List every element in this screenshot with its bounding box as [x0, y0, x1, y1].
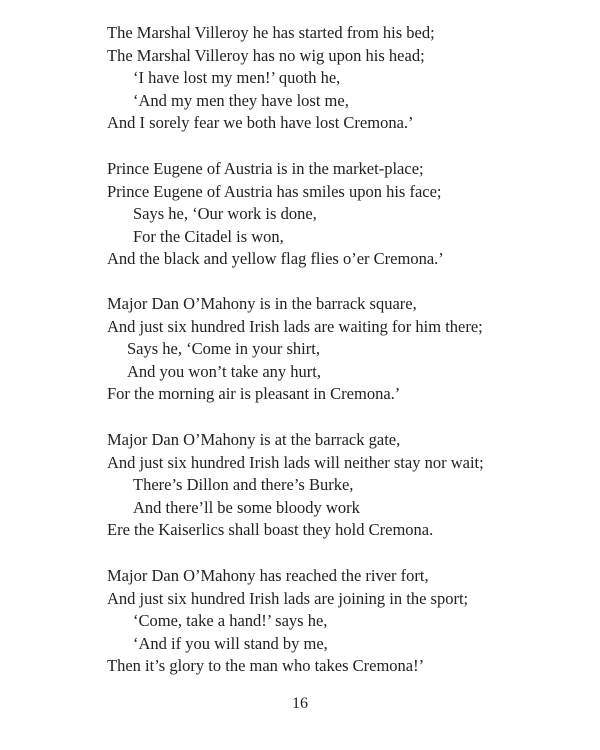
poem-line: The Marshal Villeroy he has started from his bed;	[107, 23, 435, 42]
poem-line: Ere the Kaiserlics shall boast they hold Cremona.	[107, 520, 434, 540]
poem-line: Major Dan O’Mahony is at the barrack gate,	[107, 430, 401, 449]
poem-line: Says he, ‘Come in your shirt,	[127, 339, 320, 359]
page-number: 16	[292, 695, 308, 712]
poem-line: Says he, ‘Our work is done,	[133, 204, 317, 224]
poem-line: For the morning air is pleasant in Cremona.’	[107, 384, 401, 404]
poem-line: And the black and yellow flag flies o’er Cremona.’	[107, 249, 444, 269]
poem-line: The Marshal Villeroy has no wig upon his head;	[107, 45, 425, 65]
poem-line: And I sorely fear we both have lost Cremona.’	[107, 113, 414, 133]
poem-line: And there’ll be some bloody work	[133, 497, 360, 517]
poem-line: ‘And my men they have lost me,	[133, 90, 349, 110]
poem-line: And just six hundred Irish lads will neither stay nor wait;	[107, 452, 484, 472]
stanza-2	[107, 158, 577, 271]
poem-line: Then it’s glory to the man who takes Cremona!’	[107, 656, 425, 676]
poem-line: There’s Dillon and there’s Burke,	[133, 475, 354, 495]
stanza-3	[107, 293, 577, 406]
poem-line: And just six hundred Irish lads are joining in the sport;	[107, 588, 469, 608]
poem-line: Major Dan O’Mahony has reached the river fort,	[107, 566, 429, 585]
poem-line: ‘I have lost my men!’ quoth he,	[133, 68, 341, 88]
poem-line: For the Citadel is won,	[133, 226, 284, 246]
poem-line: ‘And if you will stand by me,	[133, 633, 328, 653]
poem-line: Prince Eugene of Austria has smiles upon his face;	[107, 181, 442, 201]
stanza-4	[107, 429, 577, 542]
poem-line: Major Dan O’Mahony is in the barrack square,	[107, 294, 417, 313]
stanza-1	[107, 22, 577, 135]
poem-line: And you won’t take any hurt,	[127, 361, 321, 381]
stanza-5	[107, 565, 577, 678]
poem-line: And just six hundred Irish lads are waiting for him there;	[107, 316, 483, 336]
poem-line: Prince Eugene of Austria is in the market-place;	[107, 159, 424, 178]
poem-line: ‘Come, take a hand!’ says he,	[133, 611, 328, 631]
